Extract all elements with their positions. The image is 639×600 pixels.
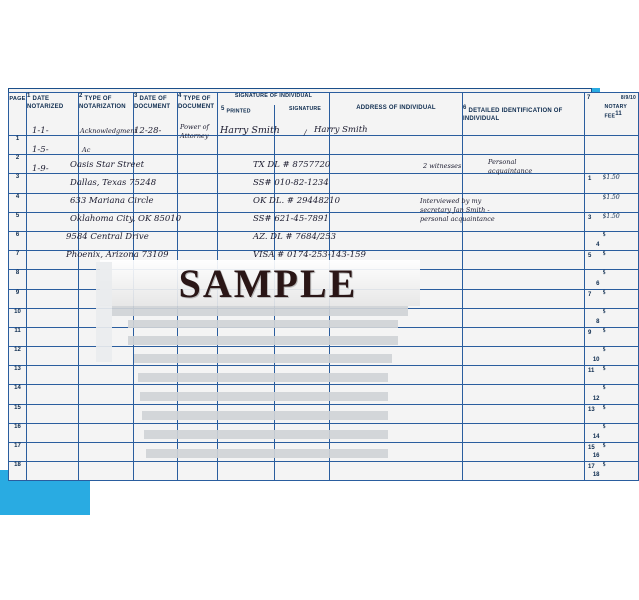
cell-identification[interactable] xyxy=(463,212,585,231)
cell-signature[interactable] xyxy=(218,193,330,212)
cell-identification[interactable] xyxy=(463,347,585,366)
cell-fee[interactable]: $1.50 xyxy=(603,212,639,231)
cell-fee[interactable]: $ xyxy=(603,347,639,366)
cell-date-notarized[interactable] xyxy=(27,136,79,155)
cell-date-notarized[interactable] xyxy=(27,212,79,231)
hw-address-2a: 633 Mariana Circle xyxy=(70,196,154,206)
cell-fingerprint-index[interactable]: 13 xyxy=(585,404,603,423)
cell-fee[interactable]: $ xyxy=(603,404,639,423)
table-row[interactable] xyxy=(9,193,639,212)
cell-date-notarized[interactable] xyxy=(27,366,79,385)
header-type-of-notarization: 2 TYPE OF NOTARIZATION xyxy=(79,93,134,136)
cell-type-document[interactable] xyxy=(178,212,218,231)
hw-address-2b: Oklahoma City, OK 85010 xyxy=(70,214,182,224)
ledger-container: PAGE 1 DATE NOTARIZED 2 TYPE OF NOTARIZATION 3 DATE OF DOCUMENT 4 TYPE OF DOCUMENT SIGNATURE OF INDIVIDUAL 5 PRINTED SIGNATURE ADDRESS OF INDIVIDUAL 6 DETAILED IDENTIFICATION OF INDIVIDUAL 7 8/9/10 NOTARY FEE11 1 2 3 1 $1.50 4 $1.50 5 3 $1.50 6 4 $ 7 5 $ 8 6 $ 9 7 $ 10 8 $ 11 9 $ 12 10 $ 13 11 $ 14 12 $ 15 13 $ 16 14 $ 17 15 16 $ 18 17 18 $ 1-1- 1-5- 1-9- Acknowledgment Ac 12-28- Power of Attorney Harry Smith / Harry Smith Oasis Star Street Dallas, Texas 75248 633 Mariana Circle Oklahoma City, OK 85010 9584 Central Drive Phoenix, Arizona 73109 TX DL # 8757720 SS# 010-82-1234 OK DL. # 29448210 SS# 621-45-7891 AZ. DL # 7684/253 VISA # 0174-253-143-159 2 witnesses Personal acquaintance Interviewed by my secretary Jan Smith - personal acquaintance SAMPLE xyxy=(8,92,584,466)
cell-date-notarized[interactable] xyxy=(27,327,79,346)
cell-fingerprint-index[interactable]: 11 xyxy=(585,366,603,385)
cell-signature[interactable] xyxy=(218,155,330,174)
cell-identification[interactable] xyxy=(463,462,585,481)
hw-printed-name: Harry Smith xyxy=(220,125,280,136)
cell-signature[interactable] xyxy=(218,174,330,193)
hw-date-notarized-2: 1-5- xyxy=(32,145,49,155)
header-fingerprint-info: 7 xyxy=(585,93,603,136)
cell-date-notarized[interactable] xyxy=(27,308,79,327)
cell-type-notarization[interactable] xyxy=(79,231,134,250)
cell-type-document[interactable] xyxy=(178,155,218,174)
header-date-notarized: 1 DATE NOTARIZED xyxy=(27,93,79,136)
header-type-of-document: 4 TYPE OF DOCUMENT xyxy=(178,93,218,136)
row-number: 4 xyxy=(9,193,27,212)
cell-fee[interactable]: $ xyxy=(603,443,639,462)
cell-type-document[interactable] xyxy=(178,136,218,155)
row-number: 2 xyxy=(9,155,27,174)
cell-signature[interactable] xyxy=(218,231,330,250)
cell-date-document[interactable] xyxy=(134,174,178,193)
cell-date-notarized[interactable] xyxy=(27,251,79,270)
cell-fee[interactable]: $ xyxy=(603,385,639,404)
cell-signature[interactable] xyxy=(218,136,330,155)
cell-date-notarized[interactable] xyxy=(27,462,79,481)
cell-date-notarized[interactable] xyxy=(27,270,79,289)
table-header-row xyxy=(9,93,639,136)
row-number: 5 xyxy=(9,212,27,231)
cell-fee[interactable]: $1.50 xyxy=(603,193,639,212)
cell-fingerprint-index[interactable]: 8 xyxy=(585,308,603,327)
row-number: 14 xyxy=(9,385,27,404)
hw-type-document-line2: Attorney xyxy=(180,132,209,140)
hw-id-3a: AZ. DL # 7684/253 xyxy=(253,232,337,242)
cell-type-document[interactable] xyxy=(178,462,218,481)
table-row[interactable] xyxy=(9,136,639,155)
header-signature-of-individual: SIGNATURE OF INDIVIDUAL 5 PRINTED SIGNATURE xyxy=(218,93,330,136)
cell-address[interactable] xyxy=(330,174,463,193)
cell-type-notarization[interactable] xyxy=(79,193,134,212)
row-number: 16 xyxy=(9,423,27,442)
cell-fee[interactable]: $ xyxy=(603,423,639,442)
cell-fee[interactable]: $ xyxy=(603,289,639,308)
header-detailed-identification: 6 DETAILED IDENTIFICATION OF INDIVIDUAL xyxy=(463,93,585,136)
hw-type-document-line1: Power of xyxy=(180,123,209,131)
row-number: 15 xyxy=(9,404,27,423)
cell-date-notarized[interactable] xyxy=(27,423,79,442)
hw-type-notarization: Acknowledgment xyxy=(80,127,137,135)
hw-fp-note-1: 2 witnesses xyxy=(423,162,462,170)
cell-date-notarized[interactable] xyxy=(27,155,79,174)
cell-type-document[interactable] xyxy=(178,193,218,212)
page-label: PAGE xyxy=(9,96,26,102)
cell-date-notarized[interactable] xyxy=(27,231,79,250)
table-row[interactable] xyxy=(9,462,639,481)
cell-identification[interactable] xyxy=(463,231,585,250)
hw-id-1a: TX DL # 8757720 xyxy=(253,160,331,170)
cell-identification[interactable] xyxy=(463,174,585,193)
cell-fingerprint-index[interactable]: 1 xyxy=(585,174,603,193)
hw-date-notarized-3: 1-9- xyxy=(32,164,49,174)
table-row[interactable] xyxy=(9,174,639,193)
cell-identification[interactable] xyxy=(463,423,585,442)
cell-fee[interactable]: $ xyxy=(603,231,639,250)
cell-date-notarized[interactable] xyxy=(27,443,79,462)
cell-date-document[interactable] xyxy=(134,231,178,250)
cell-address[interactable] xyxy=(330,193,463,212)
cell-type-notarization[interactable] xyxy=(79,366,134,385)
cell-address[interactable] xyxy=(330,231,463,250)
cell-fee[interactable] xyxy=(603,155,639,174)
cell-fingerprint-index[interactable]: 7 xyxy=(585,289,603,308)
cell-fee[interactable]: $ xyxy=(603,462,639,481)
cell-address[interactable] xyxy=(330,462,463,481)
cell-identification[interactable] xyxy=(463,289,585,308)
cell-address[interactable] xyxy=(330,212,463,231)
cell-identification[interactable] xyxy=(463,404,585,423)
row-number: 3 xyxy=(9,174,27,193)
header-notary-fee: 8/9/10 NOTARY FEE11 xyxy=(603,93,639,136)
table-row[interactable] xyxy=(9,212,639,231)
cell-date-notarized[interactable] xyxy=(27,289,79,308)
row-number: 18 xyxy=(9,462,27,481)
hw-signature-separator: / xyxy=(304,128,307,137)
cell-identification[interactable] xyxy=(463,251,585,270)
cell-fingerprint-index[interactable]: 3 xyxy=(585,212,603,231)
hw-address-3a: 9584 Central Drive xyxy=(66,232,149,242)
row-number: 8 xyxy=(9,270,27,289)
cell-fee[interactable]: $ xyxy=(603,366,639,385)
cell-identification[interactable] xyxy=(463,155,585,174)
hw-address-1b: Dallas, Texas 75248 xyxy=(70,178,157,188)
cell-fee[interactable]: $ xyxy=(603,270,639,289)
cell-identification[interactable] xyxy=(463,366,585,385)
cell-fee[interactable]: $ xyxy=(603,308,639,327)
cell-identification[interactable] xyxy=(463,308,585,327)
header-date-of-document: 3 DATE OF DOCUMENT xyxy=(134,93,178,136)
cell-fingerprint-index[interactable] xyxy=(585,136,603,155)
row-number: 12 xyxy=(9,347,27,366)
cell-address[interactable] xyxy=(330,136,463,155)
cell-identification[interactable] xyxy=(463,327,585,346)
row-number: 9 xyxy=(9,289,27,308)
cell-fingerprint-index[interactable] xyxy=(585,193,603,212)
cell-address[interactable] xyxy=(330,155,463,174)
cell-type-notarization[interactable] xyxy=(79,155,134,174)
cell-fingerprint-index[interactable]: 10 xyxy=(585,347,603,366)
cell-date-document[interactable] xyxy=(134,212,178,231)
cell-type-notarization[interactable] xyxy=(79,423,134,442)
hw-address-3b: Phoenix, Arizona 73109 xyxy=(66,250,169,260)
cell-type-notarization[interactable] xyxy=(79,385,134,404)
row-number: 10 xyxy=(9,308,27,327)
cell-fee[interactable]: $1.50 xyxy=(603,174,639,193)
cell-fingerprint-index[interactable]: 6 xyxy=(585,270,603,289)
cell-date-document[interactable] xyxy=(134,155,178,174)
row-number: 13 xyxy=(9,366,27,385)
cell-type-notarization[interactable] xyxy=(79,404,134,423)
table-row[interactable] xyxy=(9,231,639,250)
cell-type-notarization[interactable] xyxy=(79,174,134,193)
cell-fingerprint-index[interactable]: 9 xyxy=(585,327,603,346)
hw-id-1b: SS# 010-82-1234 xyxy=(253,178,329,188)
row-number: 11 xyxy=(9,327,27,346)
hw-date-of-document: 12-28- xyxy=(134,126,162,136)
row-number: 17 xyxy=(9,443,27,462)
row-number: 1 xyxy=(9,136,27,155)
cell-fingerprint-index[interactable]: 17 18 xyxy=(585,462,603,481)
table-row[interactable] xyxy=(9,155,639,174)
cell-date-document[interactable] xyxy=(134,462,178,481)
cell-fingerprint-index[interactable] xyxy=(585,155,603,174)
cell-date-document[interactable] xyxy=(134,193,178,212)
cell-type-notarization[interactable] xyxy=(79,443,134,462)
cell-date-notarized[interactable] xyxy=(27,174,79,193)
cell-identification[interactable] xyxy=(463,270,585,289)
cell-identification[interactable] xyxy=(463,136,585,155)
sample-watermark-text: SAMPLE xyxy=(178,261,358,306)
cell-fee[interactable]: $ xyxy=(603,327,639,346)
cell-identification[interactable] xyxy=(463,193,585,212)
cell-fingerprint-index[interactable]: 4 xyxy=(585,231,603,250)
cell-fingerprint-index[interactable]: 15 16 xyxy=(585,443,603,462)
hw-date-notarized-1: 1-1- xyxy=(32,126,49,136)
cell-type-document[interactable] xyxy=(178,231,218,250)
cell-identification[interactable] xyxy=(463,385,585,404)
hw-id-2b: SS# 621-45-7891 xyxy=(253,214,329,224)
cell-fee[interactable]: $ xyxy=(603,251,639,270)
cell-type-document[interactable] xyxy=(178,174,218,193)
cell-fingerprint-index[interactable]: 5 xyxy=(585,251,603,270)
hw-id-2a: OK DL. # 29448210 xyxy=(253,196,340,206)
bottom-margin xyxy=(0,515,600,600)
cell-type-notarization[interactable] xyxy=(79,462,134,481)
hw-address-1a: Oasis Star Street xyxy=(70,160,145,170)
cell-type-notarization[interactable] xyxy=(79,136,134,155)
header-address-of-individual: ADDRESS OF INDIVIDUAL xyxy=(330,93,463,136)
hw-id-3b: VISA # 0174-253-143-159 xyxy=(253,250,366,260)
top-margin xyxy=(0,0,600,88)
cell-date-notarized[interactable] xyxy=(27,385,79,404)
cell-date-notarized[interactable] xyxy=(27,193,79,212)
cell-date-notarized[interactable] xyxy=(27,404,79,423)
cell-fingerprint-index[interactable]: 14 xyxy=(585,423,603,442)
cell-signature[interactable] xyxy=(218,212,330,231)
cell-type-notarization[interactable] xyxy=(79,212,134,231)
cell-identification[interactable] xyxy=(463,443,585,462)
cell-date-notarized[interactable] xyxy=(27,347,79,366)
cell-date-document[interactable] xyxy=(134,136,178,155)
hw-signature-name: Harry Smith xyxy=(314,125,368,135)
header-page xyxy=(9,93,27,136)
row-number: 6 xyxy=(9,231,27,250)
row-number: 7 xyxy=(9,251,27,270)
cell-fee[interactable] xyxy=(603,136,639,155)
cell-signature[interactable] xyxy=(218,462,330,481)
cell-fingerprint-index[interactable]: 12 xyxy=(585,385,603,404)
